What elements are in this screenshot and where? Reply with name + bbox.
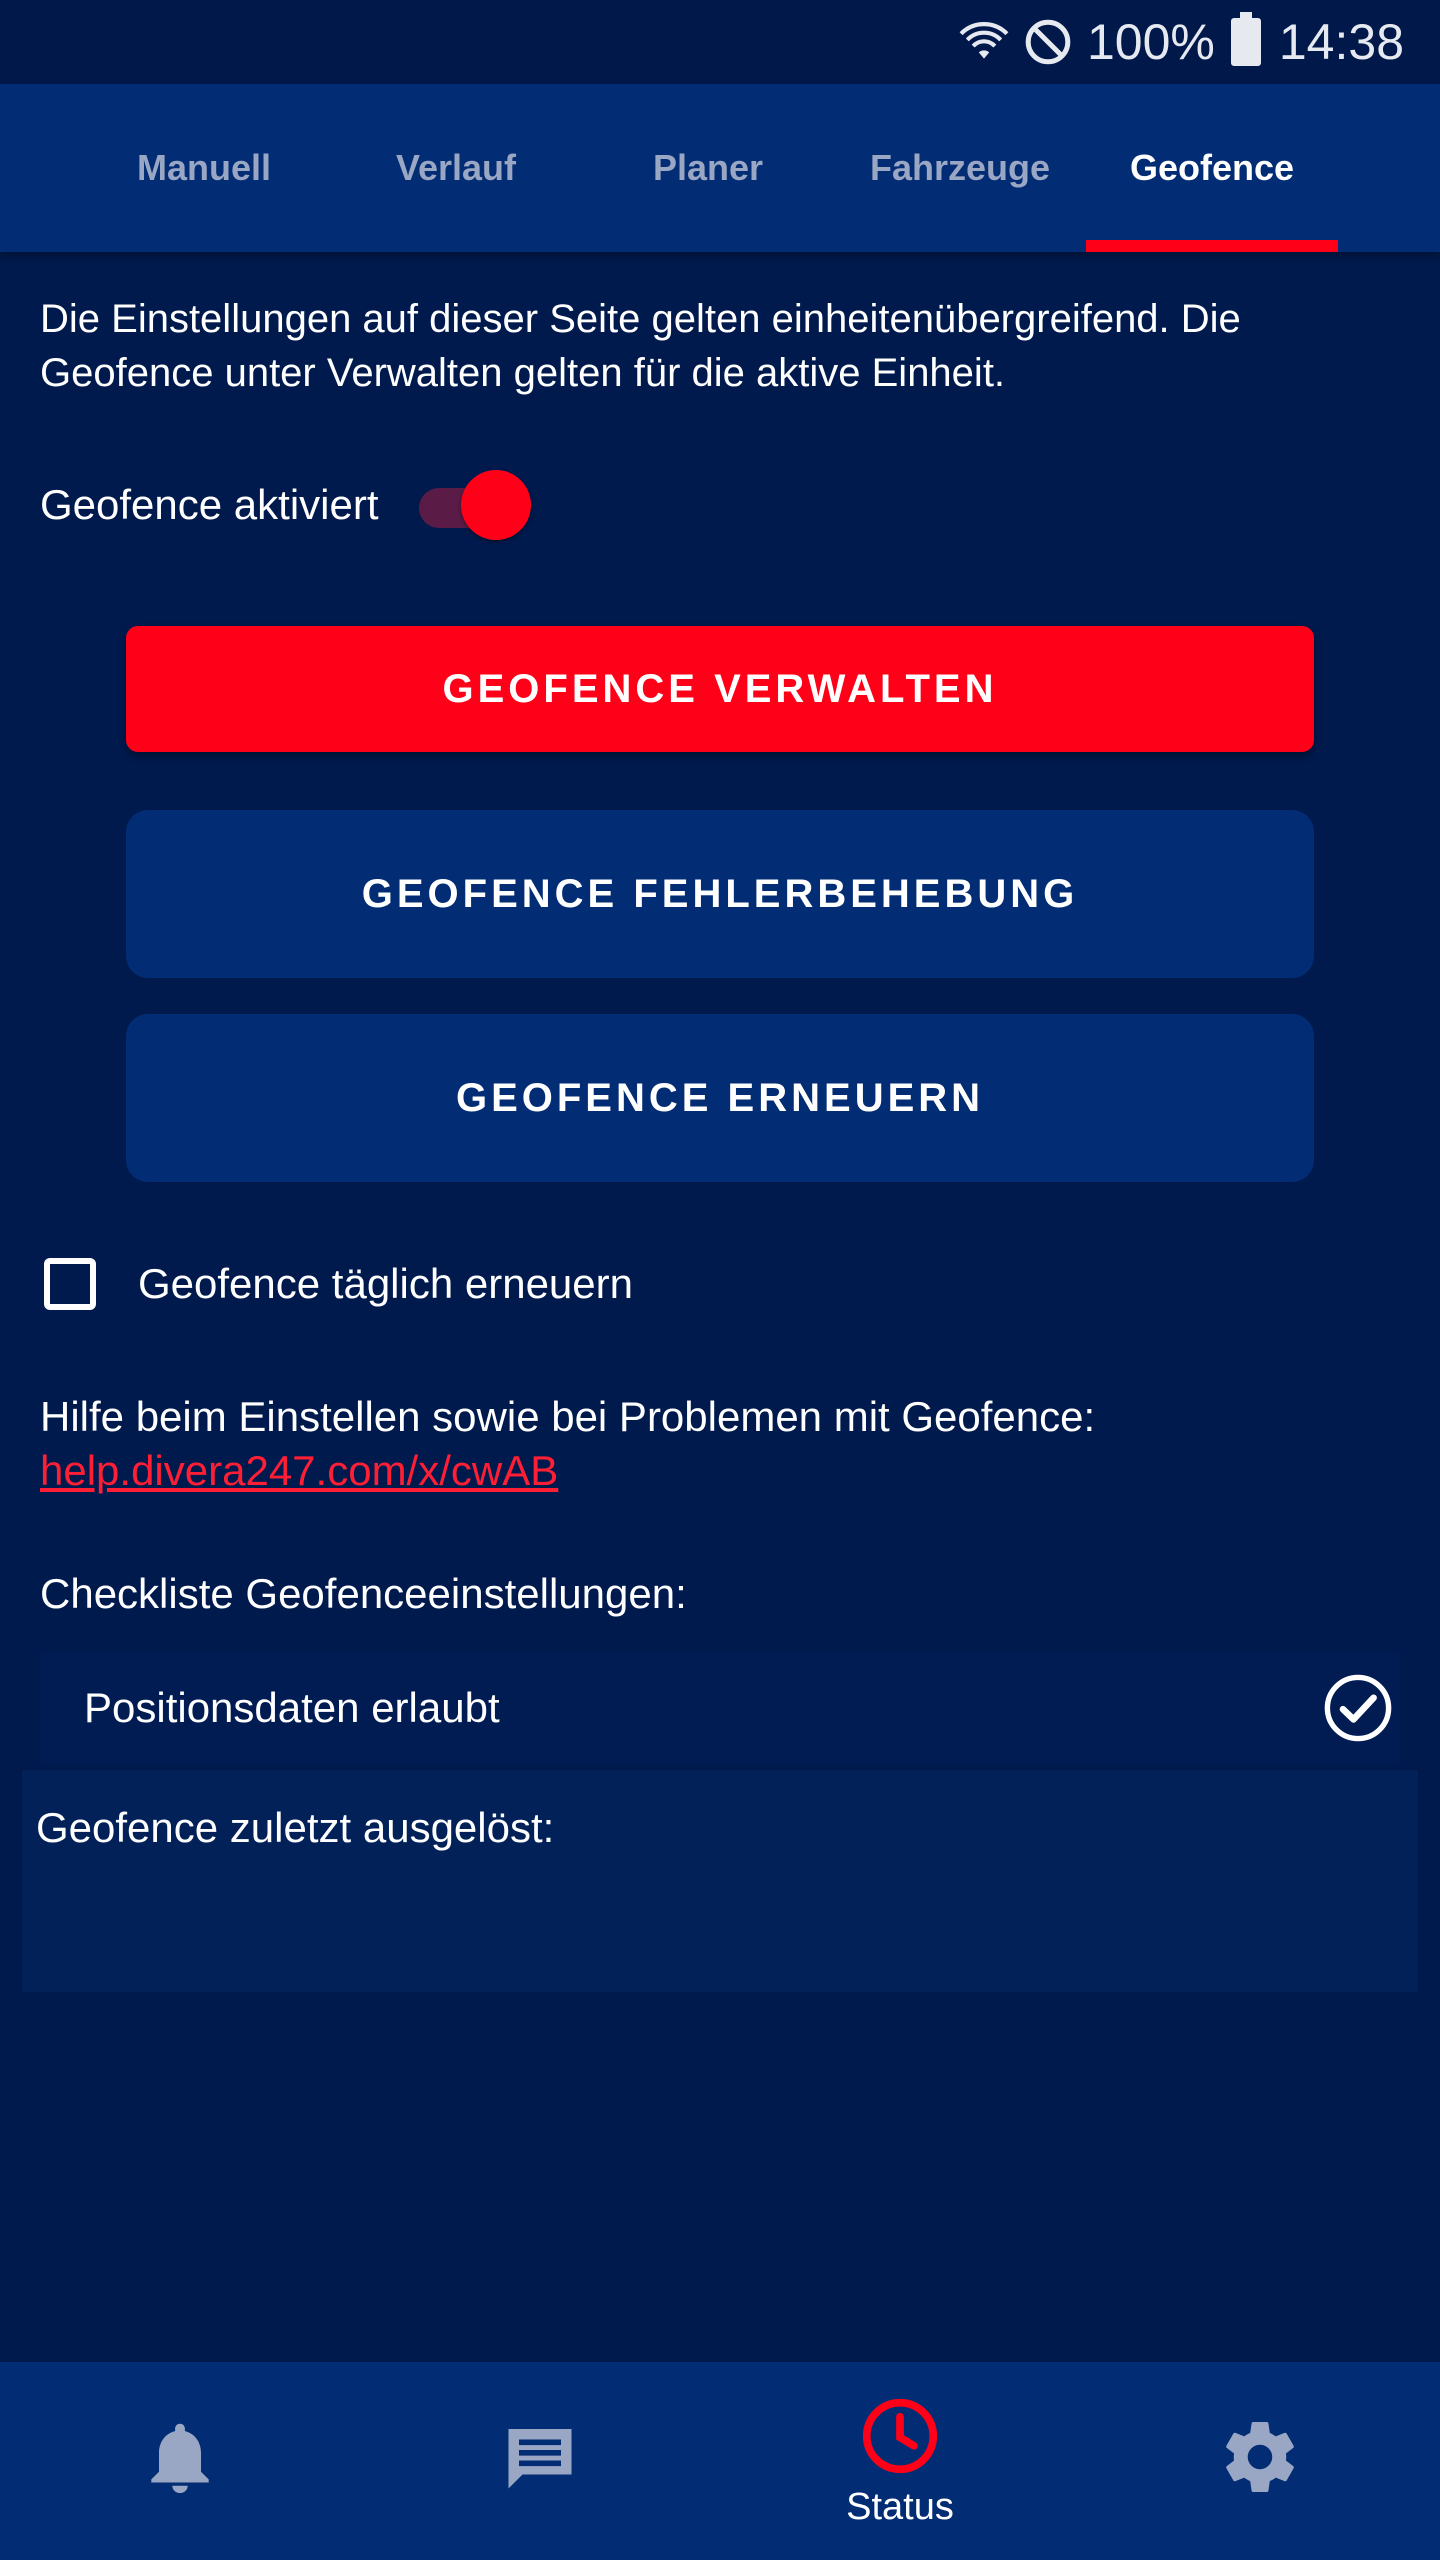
wifi-icon bbox=[959, 17, 1009, 67]
checklist-item-label: Positionsdaten erlaubt bbox=[84, 1684, 500, 1731]
help-link[interactable]: help.divera247.com/x/cwAB bbox=[40, 1447, 559, 1494]
daily-renew-row bbox=[44, 1252, 633, 1316]
nav-status-label: Status bbox=[846, 2485, 954, 2528]
last-triggered-panel bbox=[22, 1770, 1418, 1992]
clock-icon bbox=[858, 2394, 942, 2478]
do-not-disturb-icon bbox=[1023, 17, 1073, 67]
bell-icon bbox=[138, 2415, 222, 2499]
nav-status[interactable] bbox=[720, 2362, 1080, 2560]
nav-settings[interactable] bbox=[1080, 2362, 1440, 2560]
toggle-thumb bbox=[461, 470, 531, 540]
daily-renew-label[interactable]: Geofence täglich erneuern bbox=[138, 1260, 633, 1307]
battery-icon bbox=[1231, 18, 1261, 66]
geofence-renew-button[interactable]: GEOFENCE ERNEUERN bbox=[126, 1014, 1314, 1182]
nav-messages[interactable] bbox=[360, 2362, 720, 2560]
tab-manuell[interactable]: Manuell bbox=[136, 147, 271, 188]
checklist-title: Checkliste Geofenceeinstellungen: bbox=[40, 1570, 687, 1617]
tab-bar bbox=[0, 84, 1440, 252]
geofence-toggle[interactable] bbox=[419, 470, 529, 540]
geofence-toggle-label: Geofence aktiviert bbox=[40, 481, 379, 528]
status-bar bbox=[0, 0, 1440, 84]
tab-fahrzeuge[interactable]: Fahrzeuge bbox=[869, 147, 1051, 188]
checklist-item bbox=[40, 1652, 1400, 1764]
geofence-toggle-row bbox=[40, 470, 529, 540]
tab-geofence[interactable]: Geofence bbox=[1086, 84, 1338, 252]
page-description: Die Einstellungen auf dieser Seite gelten einheitenübergreifend. Die Geofence unter Verwalten gelten für die aktive Einheit. bbox=[40, 297, 1241, 395]
tab-planer[interactable]: Planer bbox=[652, 147, 764, 188]
help-section bbox=[40, 1390, 1400, 1498]
gear-icon bbox=[1218, 2415, 1302, 2499]
bottom-navigation bbox=[0, 2362, 1440, 2560]
message-icon bbox=[498, 2415, 582, 2499]
last-triggered-label: Geofence zuletzt ausgelöst: bbox=[36, 1804, 555, 1851]
geofence-manage-button[interactable]: GEOFENCE VERWALTEN bbox=[126, 626, 1314, 752]
help-text: Hilfe beim Einstellen sowie bei Problemen mit Geofence: bbox=[40, 1393, 1096, 1440]
battery-percent: 100% bbox=[1086, 14, 1215, 70]
daily-renew-checkbox[interactable] bbox=[44, 1258, 96, 1310]
check-circle-icon bbox=[1322, 1672, 1394, 1744]
nav-alarm[interactable] bbox=[0, 2362, 360, 2560]
geofence-troubleshoot-button[interactable]: GEOFENCE FEHLERBEHEBUNG bbox=[126, 810, 1314, 978]
clock-time: 14:38 bbox=[1278, 14, 1404, 70]
tab-verlauf[interactable]: Verlauf bbox=[395, 147, 517, 188]
